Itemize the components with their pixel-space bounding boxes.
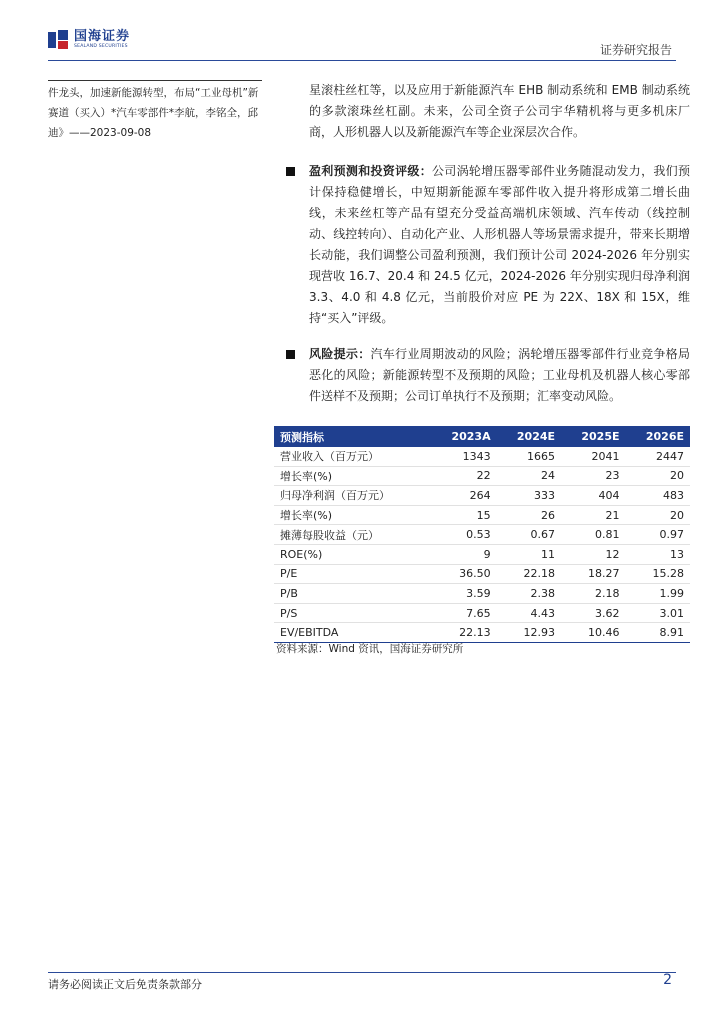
table-cell: 18.27	[561, 564, 625, 584]
table-cell: 20	[626, 505, 691, 525]
table-cell: 2041	[561, 447, 625, 466]
table-cell: 3.01	[626, 603, 691, 623]
table-cell: 增长率(%)	[274, 505, 431, 525]
table-row	[274, 505, 690, 525]
table-cell: 12	[561, 544, 625, 564]
bullet-square-icon	[286, 167, 295, 176]
page-header	[0, 0, 724, 62]
table-cell: 26	[497, 505, 561, 525]
table-cell: 23	[561, 466, 625, 486]
header-divider	[48, 60, 676, 61]
table-cell: 24	[497, 466, 561, 486]
table-row	[274, 466, 690, 486]
table-cell: P/E	[274, 564, 431, 584]
table-cell: 36.50	[431, 564, 497, 584]
table-row	[274, 564, 690, 584]
bullet-text: 公司涡轮增压器零部件业务随混动发力，我们预计保持稳健增长，中短期新能源车零部件收入提升将形成第二增长曲线，未来丝杠等产品有望充分受益高端机床领域、汽车传动（线控制动、线控转向）、自动化产业、人形机器人等场景需求提升，带来长期增长动能，我们调整公司盈利预测，我们预计公司 2024-2026 年分别实现营收 16.7、20.4 和 24.5 亿元，2024-2026 年分别实现归母净利润 3.3、4.0 和 4.8 亿元，当前股价对应 PE 为 22X、18X 和 15X，维持“买入”评级。	[309, 164, 690, 325]
table-source-note: 资料来源：Wind 资讯，国海证券研究所	[276, 643, 464, 655]
footer-disclaimer: 请务必阅读正文后免责条款部分	[48, 978, 202, 991]
related-report-text: 件龙头，加速新能源转型，布局“工业母机”新赛道（买入）*汽车零部件*李航，李铭全，邱迪》——2023-09-08	[48, 87, 259, 139]
bullet-lead: 盈利预测和投资评级：	[309, 164, 432, 178]
table-cell: 1665	[497, 447, 561, 466]
table-cell: 摊薄每股收益（元）	[274, 525, 431, 545]
bullet-earnings-forecast	[286, 161, 690, 329]
logo-icon	[48, 30, 70, 50]
table-cell: 0.67	[497, 525, 561, 545]
table-cell: 营业收入（百万元）	[274, 447, 431, 466]
table-cell: 7.65	[431, 603, 497, 623]
table-cell: EV/EBITDA	[274, 623, 431, 643]
table-cell: 404	[561, 486, 625, 506]
bullet-lead: 风险提示：	[309, 347, 371, 361]
table-cell: 12.93	[497, 623, 561, 643]
table-row	[274, 623, 690, 643]
table-cell: 21	[561, 505, 625, 525]
table-cell: 20	[626, 466, 691, 486]
table-cell: P/B	[274, 584, 431, 604]
bullet-risk-warning	[286, 344, 690, 407]
report-type-label: 证券研究报告	[599, 43, 672, 57]
bullet-text: 汽车行业周期波动的风险；涡轮增压器零部件行业竞争格局恶化的风险；新能源转型不及预期的风险；工业母机及机器人核心零部件送样不及预期；公司订单执行不及预期；汇率变动风险。	[309, 347, 690, 403]
table-cell: 2.18	[561, 584, 625, 604]
table-header-cell: 2025E	[561, 426, 625, 447]
footer-divider	[48, 972, 676, 973]
table-cell: 483	[626, 486, 691, 506]
company-logo	[48, 30, 130, 50]
table-cell: 333	[497, 486, 561, 506]
table-cell: 22.18	[497, 564, 561, 584]
table-cell: 增长率(%)	[274, 466, 431, 486]
sidebar-divider	[48, 80, 262, 81]
table-cell: 3.62	[561, 603, 625, 623]
logo-cn-text: 国海证券	[74, 29, 131, 45]
table-cell: 9	[431, 544, 497, 564]
table-cell: 0.53	[431, 525, 497, 545]
table-cell: 1.99	[626, 584, 691, 604]
table-row	[274, 447, 690, 466]
table-row	[274, 603, 690, 623]
table-cell: 2.38	[497, 584, 561, 604]
table-header-row	[274, 426, 690, 447]
table-cell: 10.46	[561, 623, 625, 643]
table-row	[274, 584, 690, 604]
table-cell: 15	[431, 505, 497, 525]
table-cell: 0.97	[626, 525, 691, 545]
table-cell: ROE(%)	[274, 544, 431, 564]
main-body	[286, 80, 690, 407]
table-cell: 22	[431, 466, 497, 486]
logo-en-text: SEALAND SECURITIES	[74, 44, 128, 50]
table-cell: 归母净利润（百万元）	[274, 486, 431, 506]
table-cell: 22.13	[431, 623, 497, 643]
table-row	[274, 544, 690, 564]
bullet-square-icon	[286, 350, 295, 359]
table-header-cell: 2024E	[497, 426, 561, 447]
related-reports-sidebar	[48, 80, 262, 143]
table-cell: 1343	[431, 447, 497, 466]
table-cell: 11	[497, 544, 561, 564]
table-row	[274, 525, 690, 545]
page-number: 2	[663, 972, 672, 988]
table-cell: 13	[626, 544, 691, 564]
continued-paragraph: 星滚柱丝杠等，以及应用于新能源汽车 EHB 制动系统和 EMB 制动系统的多款滚珠丝杠副。未来，公司全资子公司宇华精机将与更多机床厂商，人形机器人以及新能源汽车等企业深层次合作。	[309, 83, 690, 139]
table-cell: 15.28	[626, 564, 691, 584]
table-header-cell: 预测指标	[274, 426, 431, 447]
forecast-table	[274, 426, 690, 643]
table-cell: 4.43	[497, 603, 561, 623]
table-cell: P/S	[274, 603, 431, 623]
table-cell: 8.91	[626, 623, 691, 643]
table-cell: 3.59	[431, 584, 497, 604]
table-cell: 264	[431, 486, 497, 506]
table-cell: 0.81	[561, 525, 625, 545]
table-cell: 2447	[626, 447, 691, 466]
table-header-cell: 2023A	[431, 426, 497, 447]
table-row	[274, 486, 690, 506]
table-header-cell: 2026E	[626, 426, 691, 447]
